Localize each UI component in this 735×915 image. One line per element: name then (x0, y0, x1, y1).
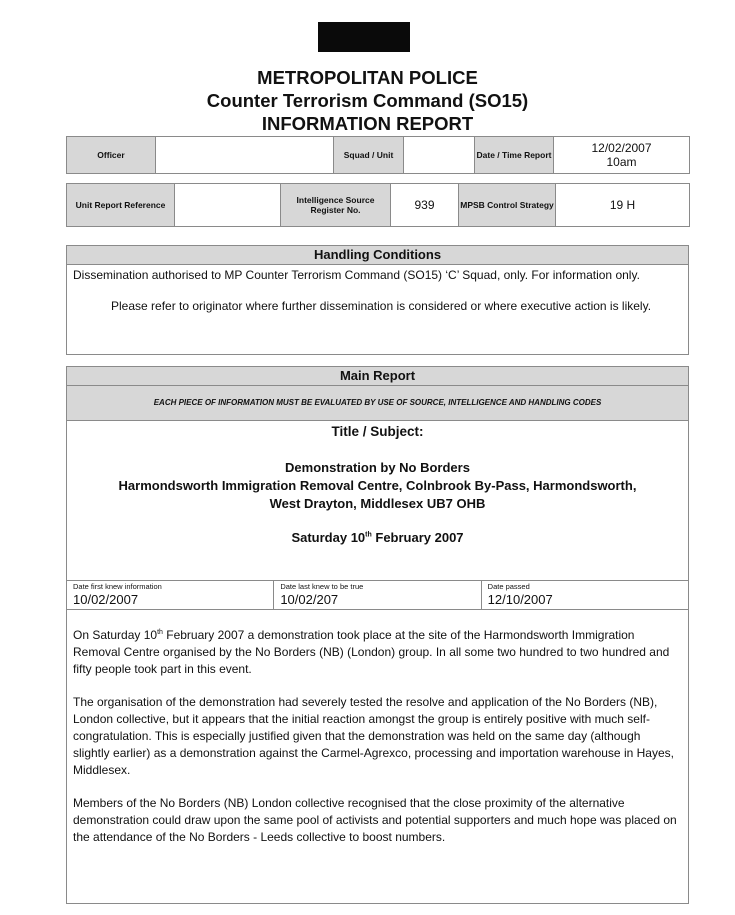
originator-note: Please refer to originator where further dissemination is considered or where executive action is likely. (111, 299, 652, 313)
subject-line-3: West Drayton, Middlesex UB7 OHB (269, 496, 486, 511)
date-time-label: Date / Time Report (475, 137, 554, 174)
handling-conditions-title: Handling Conditions (67, 246, 688, 265)
command-name: Counter Terrorism Command (SO15) (206, 90, 529, 111)
title-subject-label: Title / Subject: (331, 424, 424, 439)
subject-line-2: Harmondsworth Immigration Removal Centre, Colnbrook By-Pass, Harmondsworth, (118, 478, 637, 493)
mpsb-control-value: 19 H (556, 184, 690, 227)
dates-row (67, 581, 688, 610)
squad-unit-label: Squad / Unit (334, 137, 404, 174)
evaluation-instruction: EACH PIECE OF INFORMATION MUST BE EVALUATED BY USE OF SOURCE, INTELLIGENCE AND HANDLING CODES (67, 386, 688, 421)
narrative (67, 610, 688, 846)
intelligence-source-value: 939 (391, 184, 459, 227)
squad-unit-value (404, 137, 475, 174)
report-date: 12/02/2007 (591, 141, 652, 155)
officer-label: Officer (67, 137, 156, 174)
date-first-knew: Date first knew information 10/02/2007 (67, 581, 274, 609)
subject-line-1: Demonstration by No Borders (285, 460, 470, 475)
reference-table (66, 183, 690, 227)
unit-report-reference-label: Unit Report Reference (67, 184, 175, 227)
main-report-title: Main Report (67, 367, 688, 386)
narrative-paragraph-3: Members of the No Borders (NB) London collective recognised that the close proximity of the alternative demonstration could draw upon the same pool of activists and potential supporters and much hope was placed on the attendance of the No Borders - Leeds collective to boost numbers. (73, 796, 677, 844)
event-date: Saturday 10th February 2007 (291, 530, 464, 545)
report-type: INFORMATION REPORT (261, 113, 474, 134)
officer-value (156, 137, 334, 174)
date-last-knew: Date last knew to be true 10/02/207 (274, 581, 481, 609)
date-time-value (554, 137, 690, 174)
org-name: METROPOLITAN POLICE (257, 67, 478, 88)
narrative-paragraph-1: On Saturday 10th February 2007 a demonstration took place at the site of the Harmondsworth Immigration Removal Centre organised by the No Borders (NB) (London) group. In all some two hundred to two hundred and fifty people took part in this event. (73, 628, 670, 676)
dissemination-text: Dissemination authorised to MP Counter Terrorism Command (SO15) ‘C’ Squad, only. For information only. (73, 268, 640, 282)
report-time: 10am (606, 155, 637, 169)
intelligence-source-label: Intelligence Source Register No. (281, 184, 391, 227)
redaction-bar (318, 22, 410, 52)
narrative-paragraph-2: The organisation of the demonstration had severely tested the resolve and application of the No Borders (NB), London collective, but it appears that the initial reaction amongst the group is entirely positive with much self-congratulation. This is especially justified given that the demonstration was held on the same day (although slightly earlier) as a demonstration against the Carmel-Agrexco, processing and importation warehouse in Hayes, Middlesex. (73, 695, 674, 777)
officer-table (66, 136, 690, 174)
report-header (0, 66, 735, 135)
unit-report-reference-value (175, 184, 281, 227)
handling-conditions-box (66, 245, 689, 355)
date-passed: Date passed 12/10/2007 (487, 582, 553, 607)
title-subject-section (67, 421, 688, 581)
main-report-box (66, 366, 689, 904)
mpsb-control-label: MPSB Control Strategy (459, 184, 556, 227)
